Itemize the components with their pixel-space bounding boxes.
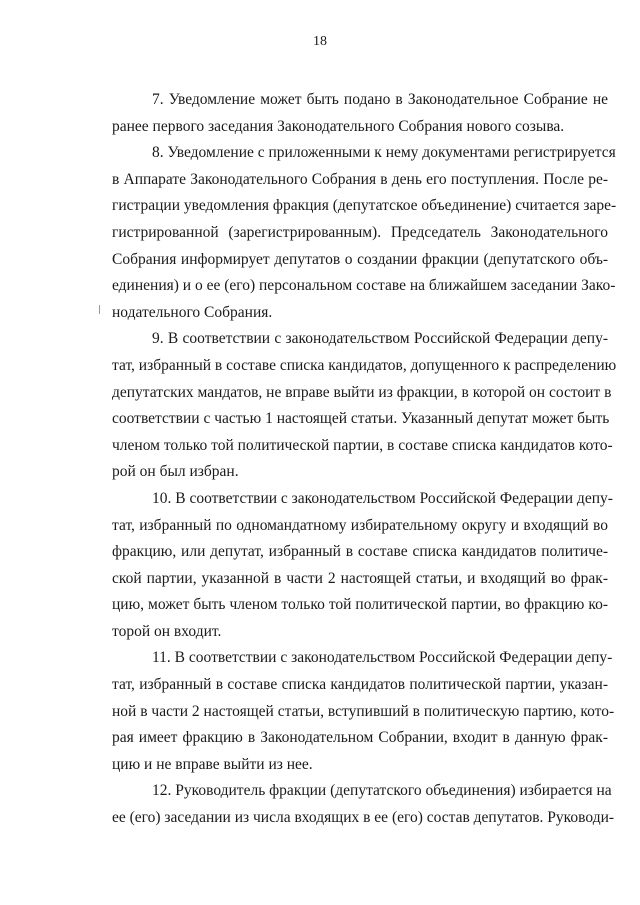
text-line: ее (его) заседании из числа входящих в ее (его) состав депутатов. Руководи- [112, 809, 615, 827]
text-line: Собрания информирует депутатов о создании фракции (депутатского объ- [112, 250, 608, 268]
text-line: единения) и о ее (его) персональном составе на ближайшем заседании Зако- [112, 277, 616, 295]
text-line: рой он был избран. [112, 463, 239, 481]
text-line: 8. Уведомление с приложенными к нему документами регистрируется [152, 144, 616, 162]
text-line: 12. Руководитель фракции (депутатского объединения) избирается на [152, 782, 612, 800]
paragraph-11 [112, 645, 615, 778]
page-number: 18 [313, 34, 327, 49]
text-line: тат, избранный в составе списка кандидатов политической партии, указан- [112, 676, 608, 694]
margin-mark [99, 305, 100, 314]
text-line: депутатских мандатов, не вправе выйти из фракции, в которой он состоит в [112, 383, 612, 401]
text-line: торой он входит. [112, 622, 222, 640]
paragraph-10 [112, 486, 613, 646]
paragraph-7 [112, 87, 608, 140]
paragraph-8 [112, 140, 617, 326]
paragraph-12 [112, 778, 615, 831]
text-line: ной в части 2 настоящей статьи, вступивший в политическую партию, кото- [112, 702, 615, 720]
text-line: 7. Уведомление может быть подано в Законодательное Собрание не [152, 91, 608, 108]
text-line: рая имеет фракцию в Законодательном Собрании, входит в данную фрак- [112, 729, 608, 747]
text-line: 11. В соответствии с законодательством Российской Федерации депу- [152, 649, 613, 667]
text-line: фракцию, или депутат, избранный в составе списка кандидатов политиче- [112, 543, 608, 561]
text-line: гистрации уведомления фракция (депутатское объединение) считается заре- [112, 197, 617, 215]
body-text [112, 87, 617, 832]
text-line: 9. В соответствии с законодательством Российской Федерации депу- [152, 330, 608, 348]
text-line: в Аппарате Законодательного Собрания в день его поступления. После ре- [112, 170, 608, 188]
paragraph-9 [112, 326, 617, 486]
text-line: ской партии, указанной в части 2 настоящей статьи, и входящий во фрак- [112, 569, 608, 587]
text-line: тат, избранный в составе списка кандидатов, допущенного к распределению [112, 356, 617, 374]
text-line: цию и не вправе выйти из нее. [112, 755, 313, 773]
text-line: членом только той политической партии, в составе списка кандидатов кото- [112, 436, 613, 454]
text-line: цию, может быть членом только той политической партии, во фракцию ко- [112, 596, 608, 614]
text-line: соответствии с частью 1 настоящей статьи. Указанный депутат может быть [112, 410, 610, 428]
text-line: нодательного Собрания. [112, 303, 273, 321]
text-line: ранее первого заседания Законодательного Собрания нового созыва. [112, 117, 565, 135]
text-line: 10. В соответствии с законодательством Российской Федерации депу- [152, 489, 613, 507]
text-line: гистрированной (зарегистрированным). Председатель Законодательного [112, 223, 608, 241]
text-line: тат, избранный по одномандатному избирательному округу и входящий во [112, 516, 608, 534]
